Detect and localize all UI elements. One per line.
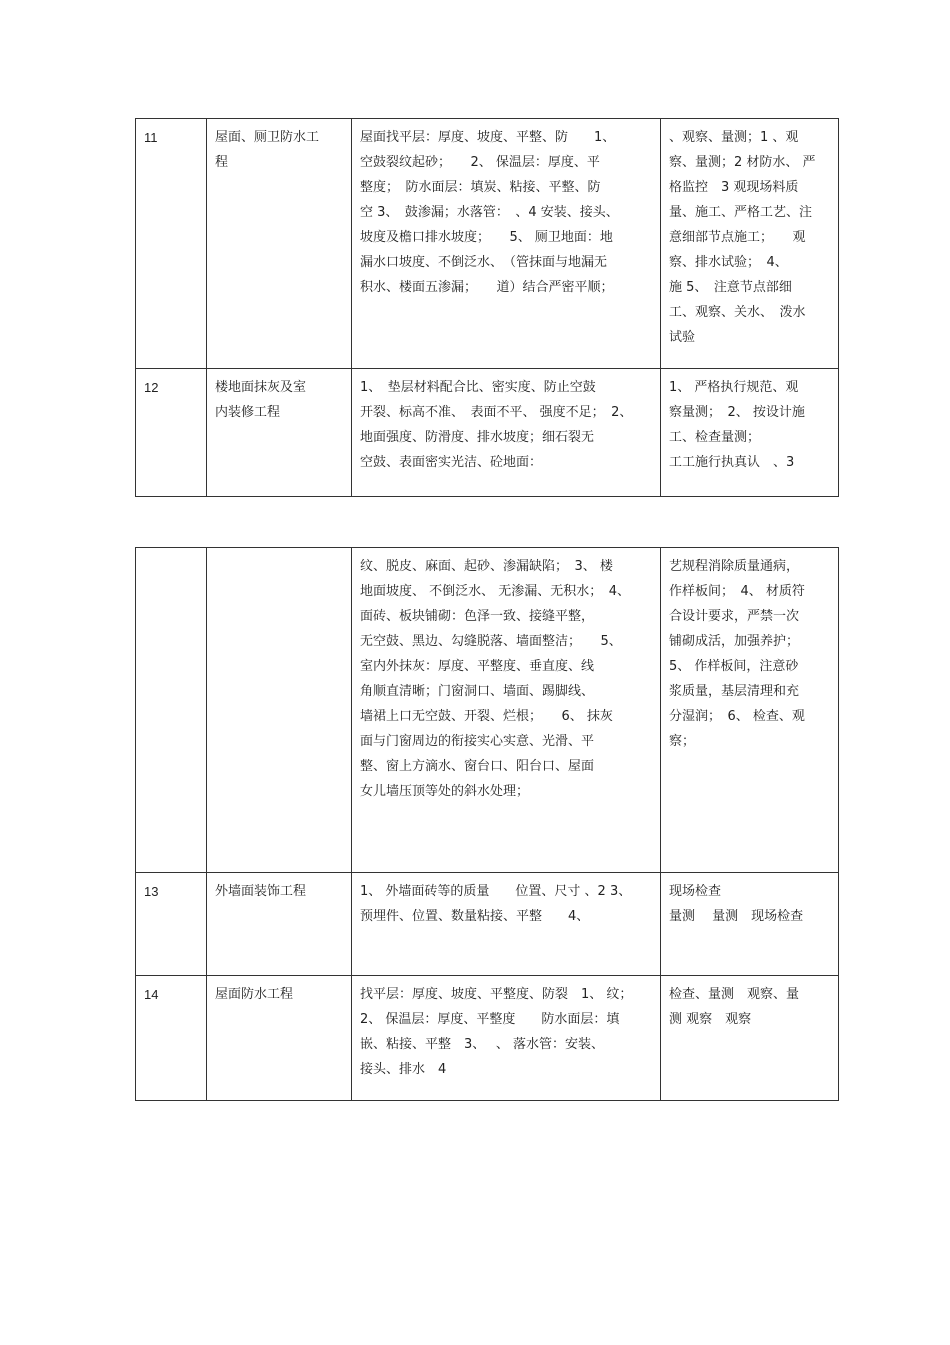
quality-content-cell	[352, 119, 661, 369]
row-number-cell	[136, 873, 207, 976]
measures-cell	[661, 976, 839, 1101]
project-name: 屋面防水工程	[215, 987, 294, 1002]
measures-cell	[661, 873, 839, 976]
project-name-cell	[207, 548, 352, 873]
row-number: 11	[144, 130, 158, 145]
project-name	[207, 548, 351, 554]
control-measures: 、观察、量测；1 、观 察、量测；2 材防水、 严 格监控 3 观现场料质 量、施工、严格工艺、注 意细部节点施工； 观 察、排水试验； 4、 施 5、 注意节点部细 工、观察、关水、 泼水 试验	[669, 130, 816, 345]
table-row	[136, 873, 839, 976]
quality-table-part1	[135, 118, 839, 497]
table-row	[136, 976, 839, 1101]
quality-content-cell	[352, 548, 661, 873]
row-number-cell	[136, 976, 207, 1101]
row-number	[136, 548, 206, 554]
quality-content: 纹、脱皮、麻面、起砂、渗漏缺陷； 3、 楼 地面坡度、 不倒泛水、 无渗漏、无积水； 4、 面砖、板块铺砌：色泽一致、接缝平整， 无空鼓、黑边、勾缝脱落、墙面整洁； 5、 室内外抹灰：厚度、平整度、垂直度、线 角顺直清晰；门窗洞口、墙面、踢脚线、 墙裙上口无空鼓、开裂、烂根； 6、 抹灰 面与门窗周边的衔接实心实意、光滑、平 整、窗上方滴水、窗台口、阳台口、屋面 女儿墙压顶等处的斜水处理；	[360, 559, 631, 799]
control-measures: 1、 严格执行规范、观 察量测； 2、 按设计施 工、检查量测； 工工施行执真认 、3	[669, 380, 805, 470]
measures-cell	[661, 548, 839, 873]
quality-content: 屋面找平层：厚度、坡度、平整、防 1、 空鼓裂纹起砂； 2、 保温层：厚度、平 整度； 防水面层：填炭、粘接、平整、防 空 3、 鼓渗漏；水落管： 、4 安装、接头、 坡度及檐口排水坡度； 5、 厕卫地面：地 漏水口坡度、不倒泛水、 （管抹面与地漏无 积水、楼面五渗漏； 道）结合严密平顺；	[360, 130, 619, 295]
quality-table-part2	[135, 547, 839, 1101]
project-name-cell	[207, 119, 352, 369]
quality-content: 找平层：厚度、坡度、平整度、防裂 1、 纹； 2、 保温层：厚度、平整度 防水面层：填 嵌、粘接、平整 3、 、 落水管：安装、 接头、排水 4	[360, 987, 633, 1077]
project-name: 屋面、厕卫防水工 程	[215, 130, 320, 170]
control-measures: 艺规程消除质量通病， 作样板间； 4、 材质符 合设计要求，严禁一次 铺砌成活，加强养护； 5、 作样板间，注意砂 浆质量，基层清理和充 分湿润； 6、 检查、观 察；	[669, 559, 805, 749]
quality-content-cell	[352, 873, 661, 976]
project-name-cell	[207, 873, 352, 976]
project-name-cell	[207, 369, 352, 497]
table-row	[136, 369, 839, 497]
row-number: 12	[144, 380, 159, 395]
quality-content-cell	[352, 369, 661, 497]
row-number-cell	[136, 119, 207, 369]
measures-cell	[661, 119, 839, 369]
project-name: 楼地面抹灰及室 内装修工程	[215, 380, 307, 420]
row-number: 14	[144, 987, 159, 1002]
row-number-cell	[136, 369, 207, 497]
quality-content: 1、 外墙面砖等的质量 位置、尺寸 、2 3、 预埋件、位置、数量粘接、平整 4、	[360, 884, 632, 924]
table-row	[136, 119, 839, 369]
quality-content: 1、 垫层材料配合比、密实度、防止空鼓 开裂、标高不准、 表面不平、 强度不足； 2、 地面强度、防滑度、排水坡度；细石裂无 空鼓、表面密实光洁、砼地面：	[360, 380, 633, 470]
measures-cell	[661, 369, 839, 497]
quality-content-cell	[352, 976, 661, 1101]
control-measures: 检查、量测 观察、量 测 观察 观察	[669, 987, 800, 1027]
row-number-cell	[136, 548, 207, 873]
control-measures: 现场检查 量测 量测 现场检查	[669, 884, 804, 924]
project-name-cell	[207, 976, 352, 1101]
project-name: 外墙面装饰工程	[215, 884, 307, 899]
table-row	[136, 548, 839, 873]
row-number: 13	[144, 884, 159, 899]
